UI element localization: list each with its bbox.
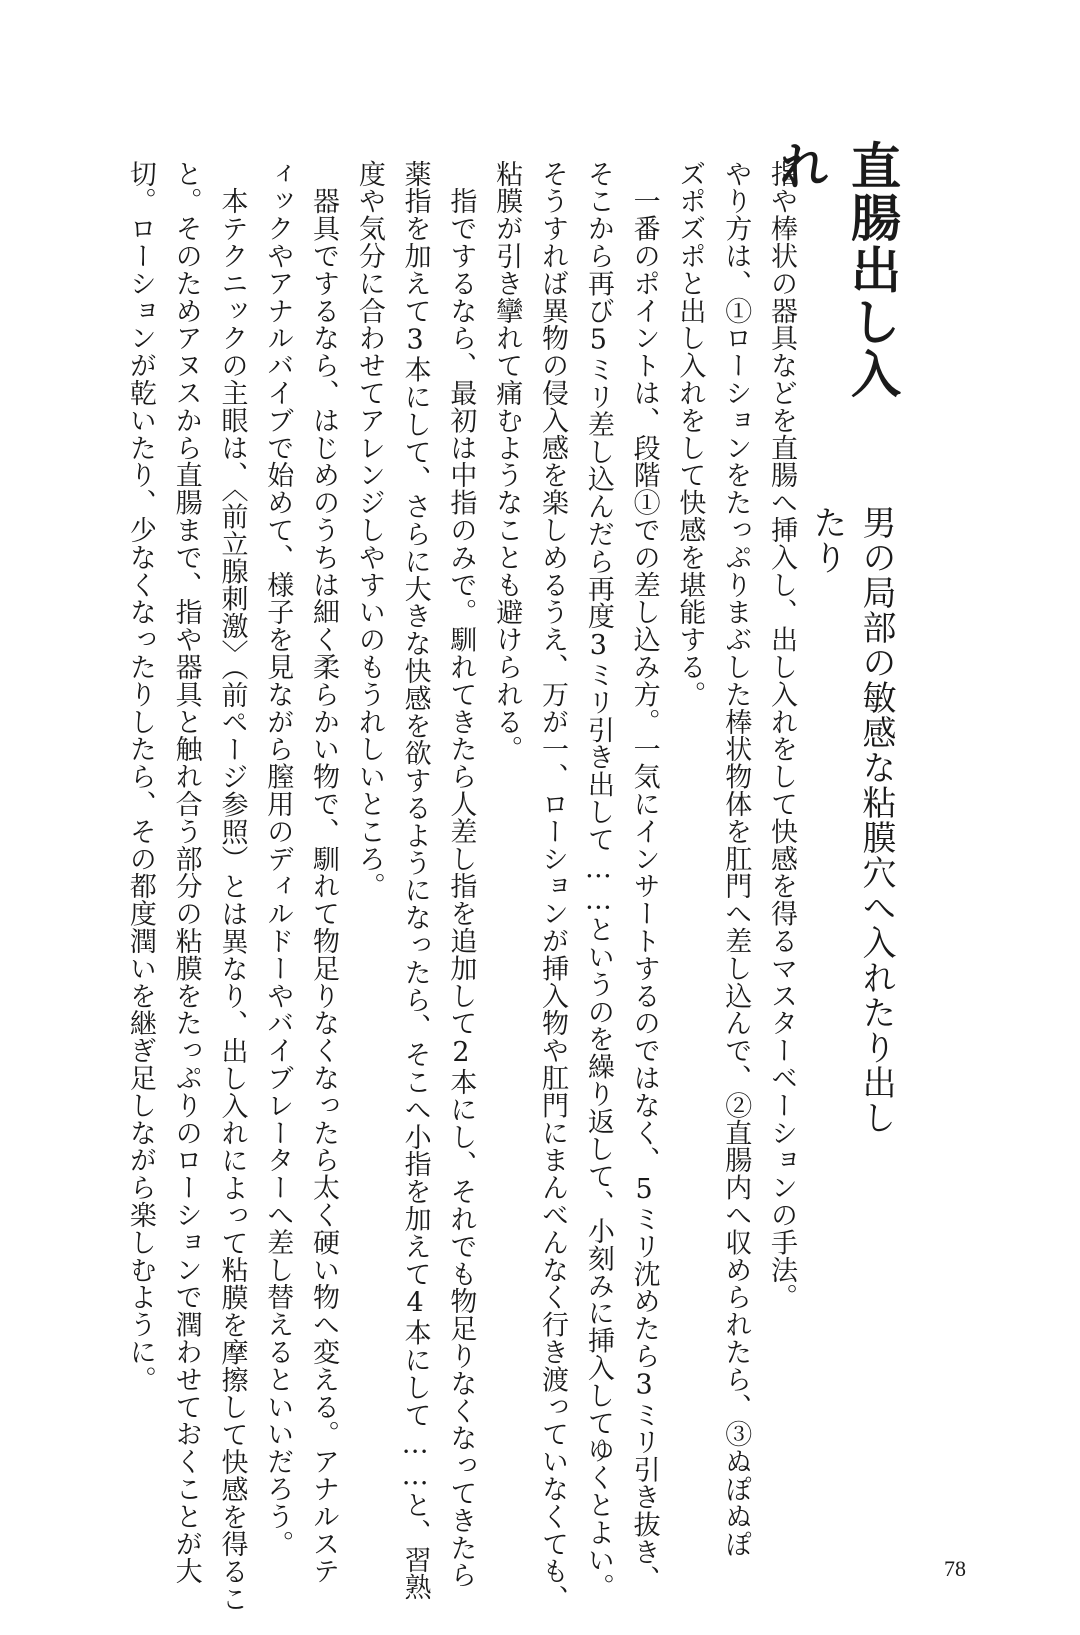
page-subtitle: 男の局部の敏感な粘膜穴へ入れたり出したり: [807, 505, 896, 1135]
text-line: ズポズポと出し入れをして快感を堪能する。: [674, 160, 706, 708]
text-line: そこから再び5ミリ差し込んだら再度3ミリ引き出して……というのを繰り返して、小刻みに挿入してゆくとよい。: [582, 160, 614, 1601]
body-text: [117, 160, 804, 1613]
text-line: 度や気分に合わせてアレンジしやすいのもうれしいところ。: [353, 160, 385, 900]
text-line: 本テクニックの主眼は、〈前立腺刺激〉（前ページ参照）とは異なり、出し入れによって粘膜を摩擦して快感を得るこ: [216, 160, 248, 1613]
text-line: 指でするなら、最初は中指のみで。馴れてきたら人差し指を追加して2本にし、それでも物足りなくなってきたら: [445, 160, 477, 1589]
text-line: 一番のポイントは、段階①での差し込み方。一気にインサートするのではなく、5ミリ沈めたら3ミリ引き抜き、: [628, 160, 660, 1593]
text-line: 切。ローションが乾いたり、少なくなったりしたら、その都度潤いを継ぎ足しながら楽しむように。: [124, 160, 156, 1393]
text-line: と。そのためアヌスから直腸まで、指や器具と触れ合う部分の粘膜をたっぷりのローションで潤わせておくことが大: [170, 160, 202, 1585]
page-title: 直腸出し入れ: [771, 140, 901, 400]
text-line: 粘膜が引き攣れて痛むようなことも避けられる。: [491, 160, 523, 763]
text-line: 指や棒状の器具などを直腸へ挿入し、出し入れをして快感を得るマスターベーションの手法。: [766, 160, 797, 1311]
text-line: そうすれば異物の侵入感を楽しめるうえ、万が一、ローションが挿入物や肛門にまんべんなく行き渡っていなくても、: [537, 160, 569, 1613]
page-number: 78: [944, 1556, 966, 1581]
text-line: 器具でするなら、はじめのうちは細く柔らかい物で、馴れて物足りなくなったら太く硬い物へ変える。アナルステ: [308, 160, 340, 1585]
text-line: ィックやアナルバイブで始めて、様子を見ながら膣用のディルドーやバイブレーターへ差し替えるといいだろう。: [262, 160, 294, 1558]
text-line: 薬指を加えて3本にして、さらに大きな快感を欲するようになったら、そこへ小指を加えて4本にして……と、習熟: [399, 160, 431, 1601]
text-line: やり方は、①ローションをたっぷりまぶした棒状物体を肛門へ差し込んで、②直腸内へ収められたら、③ぬぽぬぽ: [720, 160, 752, 1558]
